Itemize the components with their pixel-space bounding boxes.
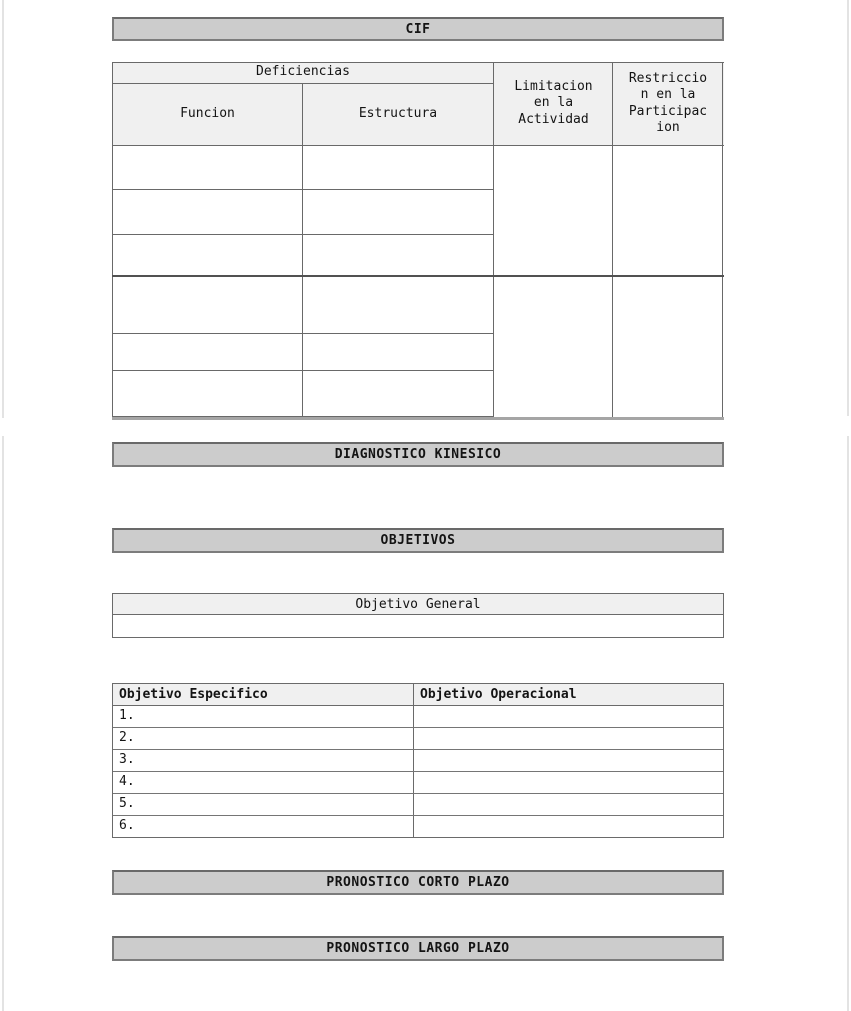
cif-col-estructura (303, 83, 493, 145)
section-header-pronostico-corto-label: PRONOSTICO CORTO PLAZO (326, 875, 510, 890)
cif-cell-limitacion-group1[interactable] (494, 146, 612, 275)
objetivo-operacional-cell-5[interactable] (414, 794, 723, 815)
cif-col-funcion (112, 83, 303, 145)
grid-line (112, 83, 494, 84)
col-header-objetivo-operacional (414, 684, 723, 705)
row-number: 2. (119, 730, 135, 745)
estructura-label: Estructura (358, 105, 438, 121)
section-header-cif-label: CIF (405, 21, 431, 37)
objetivo-especifico-cell-3[interactable] (113, 750, 414, 771)
objetivo-general-table (112, 593, 724, 638)
objetivo-especifico-cell-1[interactable] (113, 706, 414, 727)
page-right-edge (847, 436, 849, 1011)
cif-cell-estructura-2[interactable] (303, 190, 493, 234)
cif-cell-funcion-4[interactable] (113, 277, 302, 333)
objetivo-general-header (113, 594, 723, 615)
grid-line (722, 62, 723, 418)
objetivo-general-input-row[interactable] (113, 615, 723, 637)
cif-cell-limitacion-group2[interactable] (494, 277, 612, 417)
cif-cell-funcion-3[interactable] (113, 235, 302, 275)
section-header-cif (112, 17, 724, 41)
row-number: 5. (119, 796, 135, 811)
cif-cell-estructura-4[interactable] (303, 277, 493, 333)
cif-cell-restriccion-group1[interactable] (613, 146, 722, 275)
cif-cell-restriccion-group2[interactable] (613, 277, 722, 417)
grid-line (112, 62, 724, 63)
deficiencias-label: Deficiencias (256, 64, 350, 80)
objetivo-row-6 (113, 816, 723, 838)
cif-cell-estructura-1[interactable] (303, 146, 493, 189)
cif-cell-estructura-5[interactable] (303, 334, 493, 370)
cif-cell-estructura-3[interactable] (303, 235, 493, 275)
cif-col-restriccion (613, 62, 723, 145)
objetivos-especificos-table (112, 683, 724, 838)
page-right-edge (847, 0, 849, 416)
section-header-diagnostico (112, 442, 724, 467)
page-break-cut-line (112, 417, 724, 420)
objetivo-especifico-cell-5[interactable] (113, 794, 414, 815)
cif-col-limitacion (494, 62, 613, 145)
cif-table (112, 62, 724, 420)
cif-cell-funcion-2[interactable] (113, 190, 302, 234)
objetivo-row-4 (113, 772, 723, 794)
objetivo-operacional-cell-2[interactable] (414, 728, 723, 749)
page-left-edge (2, 436, 4, 1011)
section-header-pronostico-corto (112, 870, 724, 895)
objetivo-row-3 (113, 750, 723, 772)
objetivo-row-1 (113, 706, 723, 728)
objetivo-especifico-cell-2[interactable] (113, 728, 414, 749)
objetivo-row-2 (113, 728, 723, 750)
row-number: 1. (119, 708, 135, 723)
limitacion-label: Limitacion en la Actividad (514, 79, 593, 127)
cif-cell-funcion-1[interactable] (113, 146, 302, 189)
objetivo-especifico-cell-4[interactable] (113, 772, 414, 793)
row-number: 6. (119, 818, 135, 833)
cif-cell-funcion-6[interactable] (113, 371, 302, 416)
restriccion-label: Restriccion en la Participacion (628, 71, 708, 135)
section-header-diagnostico-label: DIAGNOSTICO KINESICO (334, 447, 502, 462)
objetivo-especifico-label: Objetivo Especifico (119, 687, 268, 702)
objetivo-operacional-cell-4[interactable] (414, 772, 723, 793)
objetivo-operacional-cell-6[interactable] (414, 816, 723, 838)
section-header-objetivos-label: OBJETIVOS (380, 533, 456, 548)
objetivo-row-5 (113, 794, 723, 816)
cif-cell-funcion-5[interactable] (113, 334, 302, 370)
funcion-label: Funcion (180, 105, 235, 121)
objetivo-operacional-cell-3[interactable] (414, 750, 723, 771)
section-header-objetivos (112, 528, 724, 553)
row-number: 4. (119, 774, 135, 789)
cif-col-group-deficiencias (112, 62, 494, 83)
section-header-pronostico-largo-label: PRONOSTICO LARGO PLAZO (326, 941, 510, 956)
objetivos-especificos-header-row (113, 684, 723, 706)
page-left-edge (2, 0, 4, 418)
objetivo-operacional-cell-1[interactable] (414, 706, 723, 727)
col-header-objetivo-especifico (113, 684, 414, 705)
cif-cell-estructura-6[interactable] (303, 371, 493, 416)
row-number: 3. (119, 752, 135, 767)
objetivo-especifico-cell-6[interactable] (113, 816, 414, 838)
section-header-pronostico-largo (112, 936, 724, 961)
objetivo-operacional-label: Objetivo Operacional (420, 687, 577, 702)
objetivo-general-label: Objetivo General (355, 596, 481, 612)
